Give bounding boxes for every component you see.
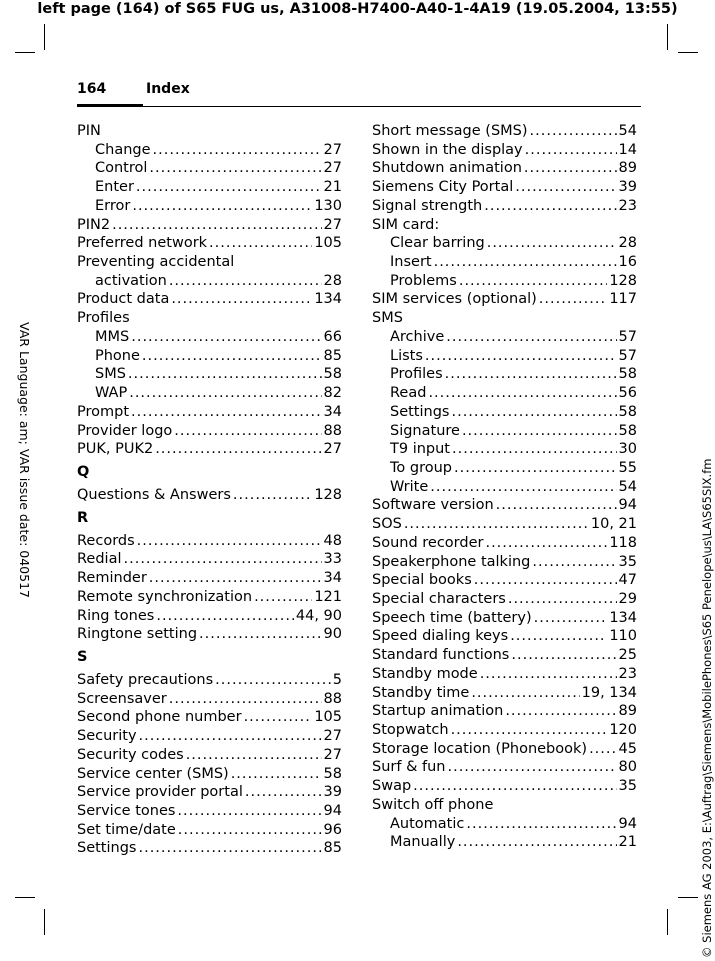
index-column-right	[372, 122, 637, 852]
dot-leader	[186, 746, 322, 765]
dot-leader	[487, 234, 617, 253]
entry-page-ref: 27	[323, 746, 342, 763]
crop-mark	[44, 909, 45, 935]
dot-leader	[454, 459, 617, 478]
dot-leader	[178, 821, 322, 840]
entry-page-ref: 80	[618, 759, 637, 776]
dot-leader	[430, 478, 616, 497]
entry-term: Read	[390, 385, 427, 402]
index-subentry	[77, 365, 342, 384]
entry-page-ref: 47	[618, 572, 637, 589]
dot-leader	[505, 702, 616, 721]
index-entry	[372, 721, 637, 740]
entry-term: Shown in the display	[372, 141, 523, 158]
entry-term: Prompt	[77, 403, 130, 420]
index-subentry	[372, 833, 637, 852]
entry-term: Ring tones	[77, 607, 155, 624]
index-subentry	[372, 403, 637, 422]
index-entry: Switch off phone	[372, 796, 494, 813]
index-subentry	[372, 440, 637, 459]
index-entry	[372, 684, 637, 703]
entry-term: Service center (SMS)	[77, 765, 229, 782]
entry-page-ref: 85	[323, 840, 342, 857]
entry-page-ref: 96	[323, 821, 342, 838]
entry-term: SIM services (optional)	[372, 291, 537, 308]
dot-leader	[524, 159, 617, 178]
dot-leader	[131, 403, 322, 422]
crop-mark	[678, 897, 698, 898]
entry-term: Lists	[390, 347, 423, 364]
index-entry	[372, 159, 637, 178]
dot-leader	[457, 833, 616, 852]
entry-page-ref: 16	[618, 254, 637, 271]
entry-page-ref: 21	[618, 834, 637, 851]
entry-page-ref: 66	[323, 328, 342, 345]
entry-page-ref: 55	[618, 459, 637, 476]
index-subentry	[77, 384, 342, 403]
dot-leader	[131, 328, 321, 347]
dot-leader	[155, 440, 321, 459]
entry-term: WAP	[95, 385, 128, 402]
index-entry	[372, 758, 637, 777]
dot-leader	[169, 690, 322, 709]
entry-page-ref: 33	[323, 551, 342, 568]
entry-page-ref: 29	[618, 590, 637, 607]
crop-mark	[15, 52, 35, 53]
dot-leader	[451, 403, 616, 422]
index-entry	[77, 839, 342, 858]
index-subentry	[372, 365, 637, 384]
index-entry	[77, 802, 342, 821]
index-subentry	[372, 272, 637, 291]
entry-term: Change	[95, 141, 151, 158]
entry-term: Product data	[77, 291, 170, 308]
dot-leader	[466, 815, 616, 834]
entry-term: Sound recorder	[372, 534, 484, 551]
dot-leader	[539, 290, 608, 309]
index-entry	[372, 553, 637, 572]
index-entry	[372, 496, 637, 515]
entry-page-ref: 94	[618, 815, 637, 832]
entry-page-ref: 34	[323, 403, 342, 420]
dot-leader	[112, 216, 321, 235]
index-entry	[77, 765, 342, 784]
entry-page-ref: 89	[618, 703, 637, 720]
entry-term: Automatic	[390, 815, 465, 832]
side-note-left: VAR Language: am; VAR issue date: 040517	[17, 322, 32, 598]
entry-term: Short message (SMS)	[372, 123, 528, 139]
page-number: 164	[77, 81, 107, 97]
dot-leader	[508, 590, 617, 609]
entry-term: Settings	[77, 840, 137, 857]
index-entry	[372, 627, 637, 646]
dot-leader	[471, 684, 579, 703]
entry-page-ref: 134	[609, 609, 637, 626]
entry-term: Insert	[390, 254, 432, 271]
index-entry	[372, 609, 637, 628]
index-entry	[77, 708, 342, 727]
entry-term: Standby time	[372, 684, 470, 701]
index-subentry	[77, 272, 342, 291]
entry-page-ref: 57	[618, 328, 637, 345]
entry-term: Questions & Answers	[77, 486, 231, 503]
entry-term: Set time/date	[77, 821, 176, 838]
dot-leader	[462, 422, 617, 441]
index-entry: SMS	[372, 310, 403, 327]
entry-term: Special books	[372, 572, 472, 589]
side-note-right: © Siemens AG 2003, E:\Auftrag\Siemens\MobilePhones\S65 Penelope\us\LA\S65SIX.fm	[700, 458, 714, 958]
dot-leader	[445, 365, 617, 384]
entry-term: Manually	[390, 834, 456, 851]
index-entry	[372, 646, 637, 665]
index-letter-heading: Q	[77, 463, 90, 480]
index-entry	[372, 178, 637, 197]
index-entry: PIN	[77, 123, 101, 139]
dot-leader	[404, 515, 589, 534]
entry-term: Standard functions	[372, 647, 510, 664]
dot-leader	[485, 534, 607, 553]
entry-term: Write	[390, 478, 429, 495]
entry-term: Startup animation	[372, 703, 504, 720]
index-entry	[372, 197, 637, 216]
entry-term: Stopwatch	[372, 722, 449, 738]
entry-term: PIN2	[77, 216, 111, 233]
index-entry	[77, 690, 342, 709]
entry-term: Swap	[372, 778, 412, 795]
entry-term: Siemens City Portal	[372, 179, 514, 196]
entry-page-ref: 39	[618, 179, 637, 196]
index-entry	[77, 216, 342, 235]
dot-leader	[171, 290, 312, 309]
entry-page-ref: 94	[323, 803, 342, 819]
entry-term: Speech time (battery)	[372, 609, 532, 626]
dot-leader	[474, 571, 617, 590]
entry-page-ref: 45	[618, 740, 637, 757]
entry-page-ref: 88	[323, 422, 342, 439]
entry-page-ref: 25	[618, 647, 637, 664]
entry-page-ref: 27	[323, 141, 342, 158]
dot-leader	[244, 708, 313, 727]
index-entry	[77, 234, 342, 253]
dot-leader	[428, 384, 616, 403]
index-subentry	[372, 815, 637, 834]
entry-term: Reminder	[77, 570, 147, 587]
entry-page-ref: 105	[314, 235, 342, 252]
dot-leader	[156, 607, 294, 626]
entry-term: Special characters	[372, 590, 506, 607]
entry-page-ref: 130	[314, 197, 342, 214]
index-entry	[77, 486, 342, 505]
entry-page-ref: 117	[609, 291, 637, 308]
entry-term: Surf & fun	[372, 759, 446, 776]
entry-term: SMS	[95, 366, 126, 383]
index-entry	[372, 777, 637, 796]
dot-leader	[459, 272, 607, 291]
entry-page-ref: 121	[314, 588, 342, 605]
dot-leader	[209, 234, 312, 253]
entry-term: Security	[77, 728, 137, 745]
index-entry	[372, 515, 637, 534]
dot-leader	[128, 365, 322, 384]
entry-term: Settings	[390, 403, 450, 420]
index-subentry	[77, 178, 342, 197]
entry-term: Remote synchronization	[77, 588, 253, 605]
dot-leader	[413, 777, 616, 796]
entry-page-ref: 10, 21	[590, 516, 637, 533]
entry-page-ref: 58	[618, 403, 637, 420]
dot-leader	[231, 765, 322, 784]
entry-page-ref: 27	[323, 441, 342, 458]
index-entry	[372, 122, 637, 141]
index-entry	[77, 290, 342, 309]
entry-term: Second phone number	[77, 709, 242, 726]
index-entry	[372, 702, 637, 721]
index-entry	[372, 141, 637, 160]
dot-leader	[452, 440, 617, 459]
dot-leader	[142, 347, 322, 366]
index-entry	[372, 665, 637, 684]
index-entry: Profiles	[77, 310, 130, 327]
entry-page-ref: 82	[323, 385, 342, 402]
dot-leader	[153, 141, 322, 160]
entry-page-ref: 54	[618, 123, 637, 139]
entry-term: Error	[95, 197, 131, 214]
entry-page-ref: 19, 134	[581, 684, 637, 701]
dot-leader	[589, 740, 616, 759]
entry-term: activation	[95, 272, 167, 289]
index-entry	[77, 532, 342, 551]
index-entry	[77, 440, 342, 459]
index-entry	[372, 571, 637, 590]
entry-page-ref: 90	[323, 626, 342, 643]
index-entry	[77, 625, 342, 644]
dot-leader	[136, 178, 322, 197]
dot-leader	[233, 486, 312, 505]
entry-term: PUK, PUK2	[77, 441, 154, 458]
entry-page-ref: 118	[609, 534, 637, 551]
dot-leader	[254, 588, 312, 607]
index-subentry	[77, 328, 342, 347]
dot-leader	[132, 197, 312, 216]
entry-page-ref: 28	[618, 235, 637, 252]
entry-term: Speakerphone talking	[372, 553, 531, 570]
entry-term: SOS	[372, 516, 402, 533]
entry-page-ref: 23	[618, 665, 637, 682]
entry-page-ref: 57	[618, 347, 637, 364]
entry-page-ref: 110	[609, 628, 637, 645]
index-entry	[77, 746, 342, 765]
dot-leader	[169, 272, 322, 291]
dot-leader	[425, 347, 617, 366]
entry-page-ref: 88	[323, 690, 342, 707]
index-entry: SIM card:	[372, 216, 440, 233]
dot-leader	[484, 197, 616, 216]
dot-leader	[129, 384, 321, 403]
dot-leader	[451, 721, 608, 740]
entry-term: T9 input	[390, 441, 450, 458]
entry-term: Control	[95, 160, 148, 177]
entry-page-ref: 27	[323, 728, 342, 745]
header-rule	[77, 106, 641, 107]
index-entry	[372, 534, 637, 553]
dot-leader	[480, 665, 617, 684]
index-entry	[77, 821, 342, 840]
crop-mark	[15, 897, 35, 898]
index-subentry	[372, 347, 637, 366]
entry-term: Archive	[390, 328, 445, 345]
entry-term: Enter	[95, 179, 134, 196]
entry-page-ref: 21	[323, 179, 342, 196]
index-entry	[77, 671, 342, 690]
entry-term: Screensaver	[77, 690, 167, 707]
entry-page-ref: 27	[323, 216, 342, 233]
dot-leader	[511, 646, 616, 665]
entry-page-ref: 27	[323, 160, 342, 177]
dot-leader	[138, 839, 321, 858]
index-entry	[372, 290, 637, 309]
crop-mark	[667, 909, 668, 935]
entry-page-ref: 35	[618, 553, 637, 570]
print-header: left page (164) of S65 FUG us, A31008-H7400-A40-1-4A19 (19.05.2004, 13:55)	[37, 1, 678, 17]
index-subentry	[372, 384, 637, 403]
entry-term: Speed dialing keys	[372, 628, 509, 645]
index-subentry	[77, 159, 342, 178]
section-title: Index	[146, 81, 190, 97]
index-entry	[77, 588, 342, 607]
index-column-left	[77, 122, 342, 858]
entry-page-ref: 14	[618, 141, 637, 158]
dot-leader	[149, 569, 322, 588]
entry-page-ref: 34	[323, 570, 342, 587]
dot-leader	[530, 122, 617, 141]
entry-page-ref: 58	[323, 765, 342, 782]
entry-term: Provider logo	[77, 422, 173, 439]
dot-leader	[447, 758, 616, 777]
entry-term: Service tones	[77, 803, 176, 819]
entry-page-ref: 128	[609, 272, 637, 289]
entry-term: Ringtone setting	[77, 626, 198, 643]
entry-term: Profiles	[390, 366, 443, 383]
dot-leader	[174, 422, 321, 441]
index-entry	[77, 783, 342, 802]
index-subentry	[77, 197, 342, 216]
index-subentry	[372, 422, 637, 441]
index-subentry	[77, 141, 342, 160]
entry-term: Signal strength	[372, 197, 483, 214]
index-entry	[77, 569, 342, 588]
entry-page-ref: 134	[314, 291, 342, 308]
dot-leader	[496, 496, 617, 515]
dot-leader	[124, 550, 322, 569]
entry-page-ref: 128	[314, 486, 342, 503]
entry-term: Problems	[390, 272, 457, 289]
index-entry	[77, 607, 342, 626]
entry-term: Service provider portal	[77, 784, 243, 801]
index-subentry	[77, 347, 342, 366]
dot-leader	[215, 671, 331, 690]
entry-term: MMS	[95, 328, 130, 345]
dot-leader	[177, 802, 321, 821]
entry-page-ref: 58	[618, 366, 637, 383]
entry-term: Safety precautions	[77, 671, 214, 688]
entry-term: Signature	[390, 422, 460, 439]
index-entry	[77, 422, 342, 441]
entry-page-ref: 58	[323, 366, 342, 383]
dot-leader	[434, 253, 617, 272]
dot-leader	[532, 553, 616, 572]
dot-leader	[446, 328, 616, 347]
index-entry	[77, 550, 342, 569]
entry-term: Security codes	[77, 746, 184, 763]
entry-term: Redial	[77, 551, 122, 568]
entry-term: Standby mode	[372, 665, 478, 682]
entry-term: Preferred network	[77, 235, 208, 252]
entry-page-ref: 44, 90	[295, 607, 342, 624]
dot-leader	[139, 727, 322, 746]
index-entry: Preventing accidental	[77, 254, 235, 271]
entry-page-ref: 89	[618, 160, 637, 177]
dot-leader	[149, 159, 321, 178]
dot-leader	[525, 141, 617, 160]
entry-page-ref: 105	[314, 709, 342, 726]
index-entry	[372, 590, 637, 609]
entry-page-ref: 35	[618, 778, 637, 795]
index-entry	[77, 403, 342, 422]
crop-mark	[667, 24, 668, 50]
entry-term: Software version	[372, 497, 494, 514]
index-letter-heading: S	[77, 648, 88, 665]
crop-mark	[678, 52, 698, 53]
entry-page-ref: 5	[332, 671, 342, 688]
dot-leader	[534, 609, 608, 628]
index-letter-heading: R	[77, 509, 89, 526]
entry-page-ref: 56	[618, 385, 637, 402]
entry-page-ref: 120	[609, 722, 637, 738]
entry-page-ref: 85	[323, 347, 342, 364]
entry-page-ref: 54	[618, 478, 637, 495]
index-subentry	[372, 234, 637, 253]
entry-page-ref: 30	[618, 441, 637, 458]
entry-term: Shutdown animation	[372, 160, 522, 177]
index-entry	[372, 740, 637, 759]
entry-page-ref: 48	[323, 532, 342, 549]
index-subentry	[372, 253, 637, 272]
dot-leader	[510, 627, 607, 646]
dot-leader	[245, 783, 322, 802]
entry-page-ref: 58	[618, 422, 637, 439]
dot-leader	[515, 178, 616, 197]
entry-term: Records	[77, 532, 135, 549]
entry-page-ref: 23	[618, 197, 637, 214]
entry-term: Storage location (Phonebook)	[372, 740, 588, 757]
entry-page-ref: 39	[323, 784, 342, 801]
index-subentry	[372, 328, 637, 347]
index-entry	[77, 727, 342, 746]
entry-term: Phone	[95, 347, 140, 364]
dot-leader	[199, 625, 322, 644]
entry-page-ref: 94	[618, 497, 637, 514]
entry-page-ref: 28	[323, 272, 342, 289]
entry-term: To group	[390, 459, 452, 476]
entry-term: Clear barring	[390, 235, 485, 252]
index-subentry	[372, 459, 637, 478]
dot-leader	[137, 532, 322, 551]
index-subentry	[372, 478, 637, 497]
crop-mark	[44, 24, 45, 50]
